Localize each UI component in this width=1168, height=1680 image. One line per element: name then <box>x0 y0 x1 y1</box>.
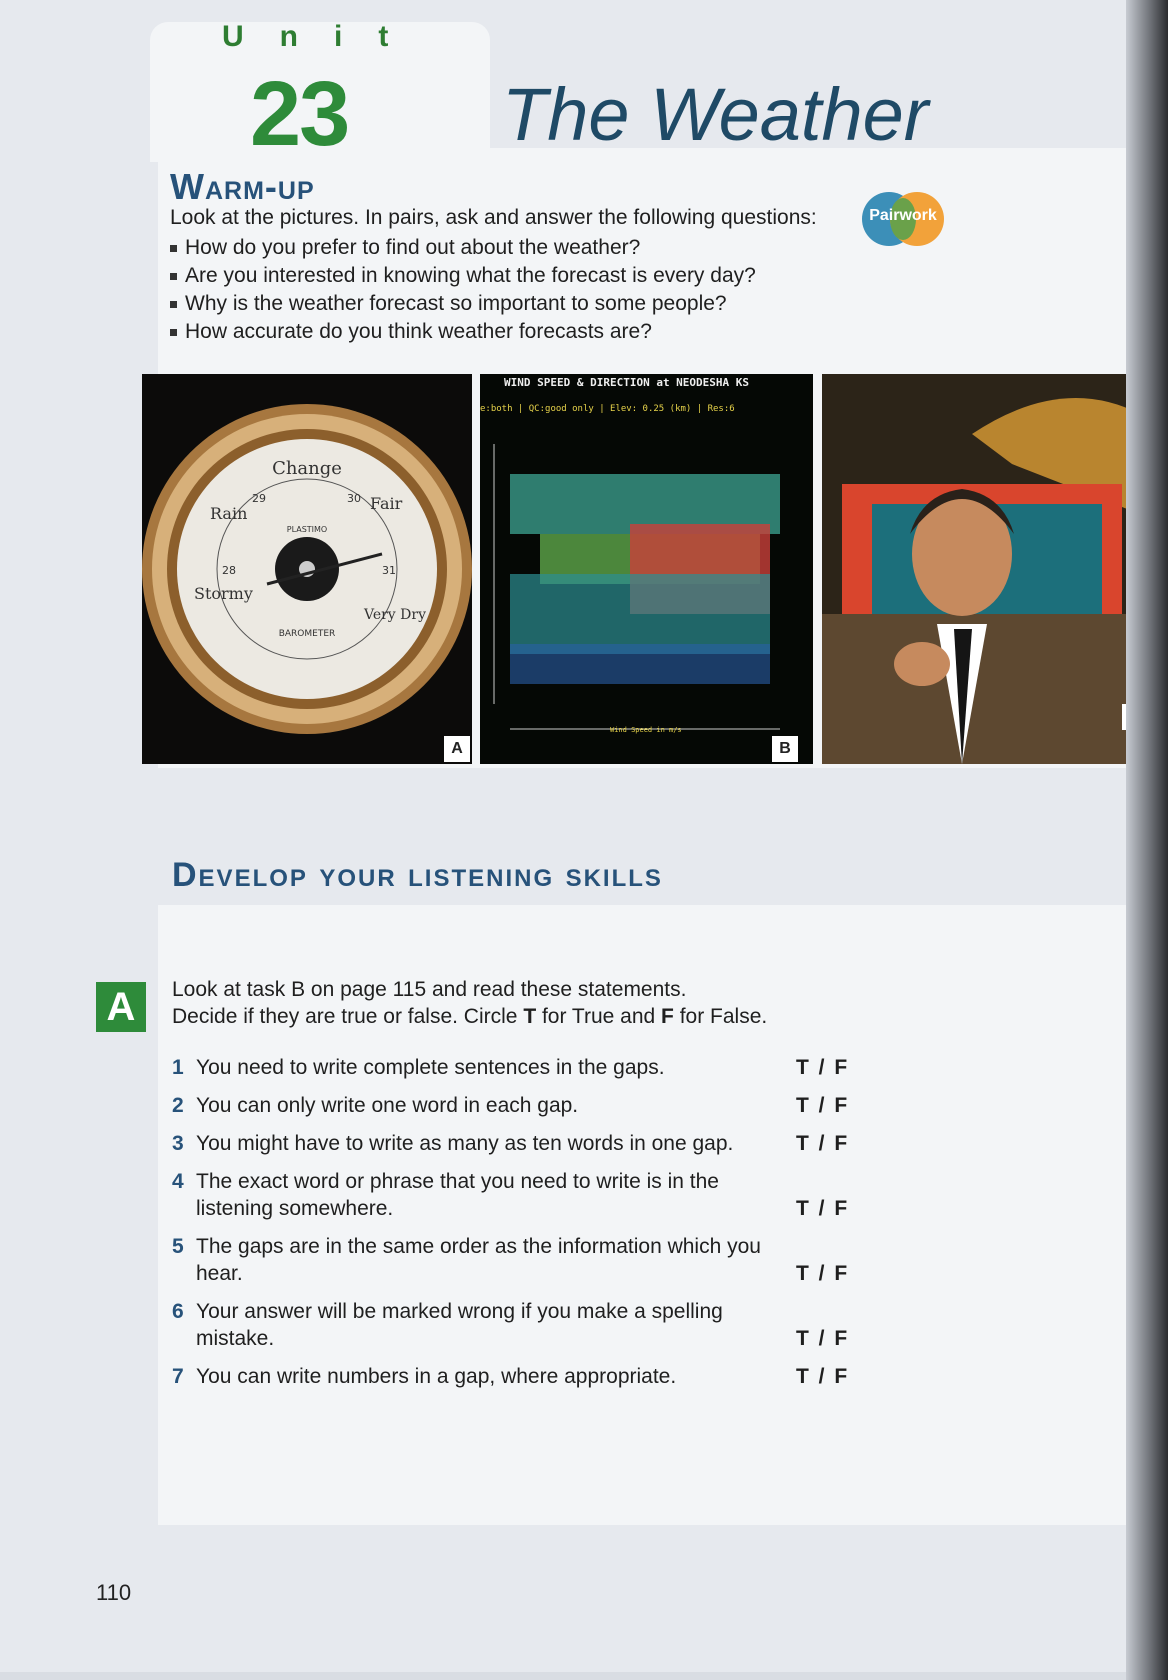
list-item: How do you prefer to find out about the weather? <box>170 234 756 262</box>
bullet-icon <box>170 245 177 252</box>
barometer-28: 28 <box>222 564 236 577</box>
true-false-choice[interactable]: T / F <box>796 1197 850 1220</box>
barometer-illustration <box>142 374 472 764</box>
photo-wind-chart <box>480 374 813 764</box>
barometer-verydry-text: Very Dry <box>364 607 426 623</box>
true-false-choice[interactable]: T / F <box>796 1094 850 1117</box>
page-spine-shadow <box>1126 0 1168 1680</box>
true-false-choice[interactable]: T / F <box>796 1262 850 1285</box>
unit-number: 23 <box>250 63 349 165</box>
barometer-31: 31 <box>382 564 396 577</box>
statement-row: 4 The exact word or phrase that you need to write is in the listening somewhere. T / F <box>172 1170 850 1220</box>
barometer-stormy-text: Stormy <box>194 584 253 603</box>
photo-barometer <box>142 374 472 764</box>
statement-row: 7 You can write numbers in a gap, where appropriate. T / F <box>172 1365 850 1388</box>
true-false-choice[interactable]: T / F <box>796 1365 850 1388</box>
barometer-rain-text: Rain <box>210 504 248 523</box>
barometer-label: BAROMETER <box>278 629 336 639</box>
true-false-choice[interactable]: T / F <box>796 1327 850 1350</box>
statement-row: 2 You can only write one word in each gap. T / F <box>172 1094 850 1117</box>
listening-heading: Develop your listening skills <box>172 856 663 894</box>
statement-row: 5 The gaps are in the same order as the information which you hear. T / F <box>172 1235 850 1285</box>
true-false-choice[interactable]: T / F <box>796 1132 850 1155</box>
weatherman-illustration <box>822 374 1140 764</box>
true-false-choice[interactable]: T / F <box>796 1056 850 1079</box>
statement-row: 1 You need to write complete sentences in the gaps. T / F <box>172 1056 850 1079</box>
page-number: 110 <box>96 1580 132 1605</box>
wind-chart-subheader: e:both | QC:good only | Elev: 0.25 (km) | Res:6 <box>480 404 735 414</box>
wind-chart-header: WIND SPEED & DIRECTION at NEODESHA KS <box>504 376 750 389</box>
barometer-change-text: Change <box>272 458 342 479</box>
section-a-marker: A <box>96 982 146 1032</box>
barometer-fair-text: Fair <box>370 494 403 513</box>
barometer-29: 29 <box>252 492 266 505</box>
statement-row: 3 You might have to write as many as ten words in one gap. T / F <box>172 1132 850 1155</box>
bullet-icon <box>170 329 177 336</box>
warmup-questions <box>170 234 756 346</box>
photo-label-b: B <box>772 736 798 762</box>
statement-row: 6 Your answer will be marked wrong if you make a spelling mistake. T / F <box>172 1300 850 1350</box>
bullet-icon <box>170 273 177 280</box>
bullet-icon <box>170 301 177 308</box>
barometer-30: 30 <box>347 492 361 505</box>
photo-label-a: A <box>444 736 470 762</box>
page-title: The Weather <box>502 73 929 156</box>
wind-chart-footer: Wind Speed in m/s <box>610 726 682 734</box>
task-instructions: Look at task B on page 115 and read these statements. Decide if they are true or false. Circle T for True and F for False. <box>172 978 768 1028</box>
list-item: How accurate do you think weather forecasts are? <box>170 318 756 346</box>
wind-chart-graphic <box>480 374 813 764</box>
statement-list <box>172 1054 862 1390</box>
warmup-intro: Look at the pictures. In pairs, ask and answer the following questions: <box>170 206 817 229</box>
list-item: Why is the weather forecast so important to some people? <box>170 290 756 318</box>
unit-label: Unit <box>222 20 425 53</box>
pairwork-badge <box>862 192 944 246</box>
list-item: Are you interested in knowing what the forecast is every day? <box>170 262 756 290</box>
pairwork-label: Pairwork <box>869 207 937 224</box>
photo-weatherman <box>822 374 1140 764</box>
warmup-heading: Warm-up <box>170 166 315 207</box>
barometer-brand: PLASTIMO <box>286 525 328 534</box>
